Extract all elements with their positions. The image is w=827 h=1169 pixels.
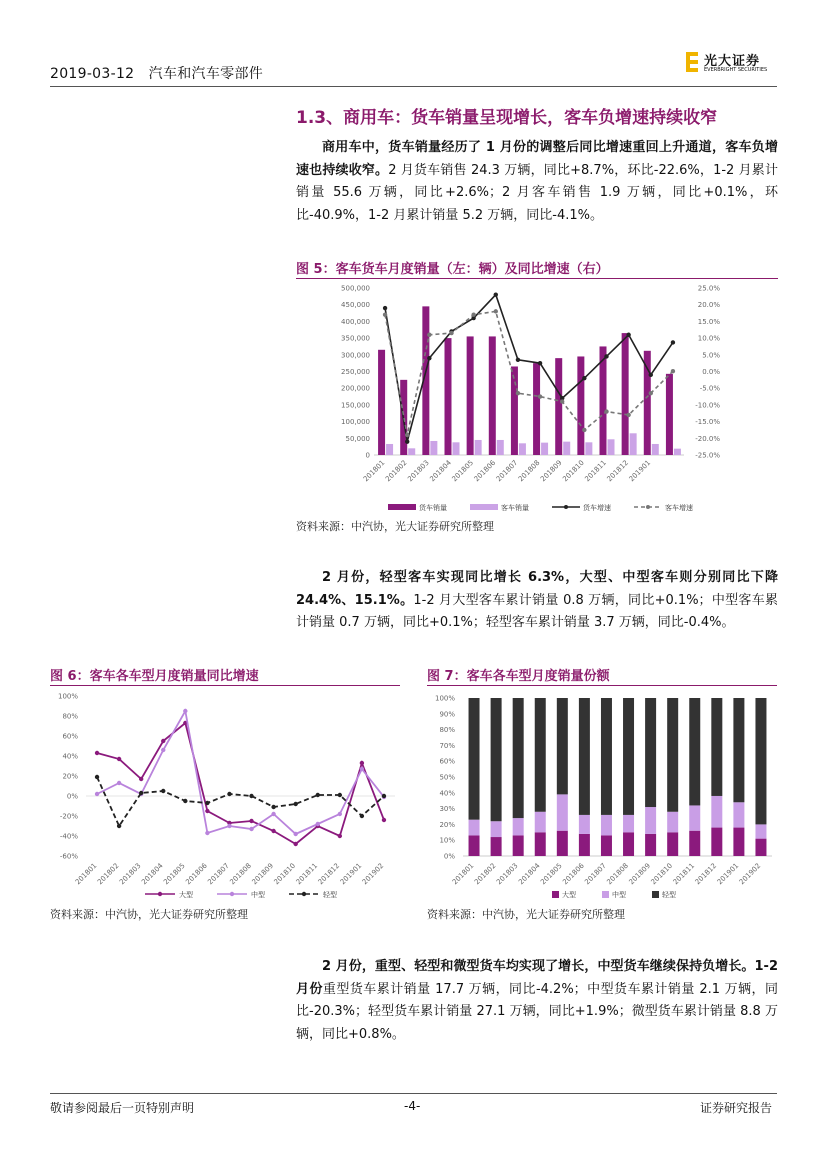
fig6-point <box>293 802 297 806</box>
fig7-bar-large <box>755 839 766 856</box>
fig6-point <box>117 781 121 785</box>
fig6-point <box>338 812 342 816</box>
paragraph-1-text: 2 月货车销售 24.3 万辆，同比+8.7%，环比-22.6%，1-2 月累计销量 55.6 万辆，同比+2.6%；2 月客车销售 1.9 万辆，同比+0.1%，环比-40.9%，1-2 月累计销量 5.2 万辆，同比-4.1%。 <box>296 162 778 223</box>
fig5-bar-truck <box>644 351 651 455</box>
fig5-bar-bus <box>674 449 681 455</box>
fig6-legend-dot <box>158 892 162 896</box>
fig7-bar-light <box>601 698 612 815</box>
fig6-point <box>139 791 143 795</box>
header-date-category <box>50 63 263 83</box>
fig7-bar-large <box>733 828 744 856</box>
fig7-x-tick: 201812 <box>693 861 719 887</box>
fig6-point <box>249 819 253 823</box>
fig5-legend-label: 货车销量 <box>419 504 447 512</box>
fig6-point <box>95 775 99 779</box>
fig7-x-tick: 201901 <box>715 861 741 887</box>
fig5-legend-dot <box>646 505 650 509</box>
paragraph-2 <box>296 567 778 635</box>
fig5-bar-truck <box>533 363 540 455</box>
fig6-source: 资料来源：中汽协，光大证券研究所整理 <box>50 908 248 921</box>
fig7-bar-large <box>579 834 590 856</box>
fig6-point <box>205 801 209 805</box>
fig5-bar-truck <box>622 333 629 455</box>
fig7-bar-medium <box>579 815 590 834</box>
fig5-point <box>538 361 542 365</box>
fig7-y-tick: 10% <box>439 836 455 845</box>
fig7-bar-medium <box>755 824 766 838</box>
fig5-x-tick: 201803 <box>406 458 431 484</box>
fig6-point <box>117 757 121 761</box>
fig7-y-tick: 90% <box>439 710 455 719</box>
fig6-point <box>338 793 342 797</box>
header-date: 2019-03-12 <box>50 66 135 82</box>
fig6-point <box>95 751 99 755</box>
fig6-y-tick: -60% <box>59 852 78 861</box>
fig7-bar-large <box>469 835 480 856</box>
fig6-point <box>139 777 143 781</box>
logo-text-cn: 光大证券 <box>704 54 761 69</box>
fig5-left-tick: 500,000 <box>341 284 370 293</box>
fig5-point <box>649 373 653 377</box>
fig7-y-tick: 20% <box>439 820 455 829</box>
fig7-chart <box>427 688 777 903</box>
fig5-legend-label: 货车增速 <box>583 504 611 512</box>
fig6-legend-label: 大型 <box>179 891 193 899</box>
fig5-bar-bus <box>608 439 615 455</box>
fig6-point <box>95 792 99 796</box>
fig5-point <box>427 333 431 337</box>
fig5-point <box>626 333 630 337</box>
fig6-legend-label: 中型 <box>251 891 265 899</box>
fig5-x-tick: 201901 <box>627 458 653 484</box>
fig5-title: 图 5：客车货车月度销量（左：辆）及同比增速（右） <box>296 262 609 277</box>
fig5-x-tick: 201804 <box>428 458 453 484</box>
fig5-bar-bus <box>497 440 504 455</box>
fig7-bar-large <box>689 831 700 856</box>
fig6-point <box>360 767 364 771</box>
company-logo <box>684 48 780 78</box>
fig7-bar-large <box>557 831 568 856</box>
fig6-legend-label: 轻型 <box>323 891 337 899</box>
fig6-x-tick: 201807 <box>206 861 231 887</box>
fig5-left-tick: 150,000 <box>341 401 370 410</box>
fig7-y-tick: 0% <box>443 852 455 861</box>
fig6-point <box>360 814 364 818</box>
fig5-point <box>427 356 431 360</box>
fig5-right-tick: -25.0% <box>695 451 720 460</box>
fig6-point <box>161 789 165 793</box>
fig6-point <box>249 827 253 831</box>
fig5-point <box>405 433 409 437</box>
fig5-right-tick: -5.0% <box>699 384 720 393</box>
fig7-bar-large <box>623 832 634 856</box>
fig5-bar-bus <box>652 444 659 455</box>
fig5-right-tick: 5.0% <box>702 351 720 360</box>
fig6-point <box>161 748 165 752</box>
fig6-x-tick: 201902 <box>360 861 386 887</box>
fig6-x-tick: 201811 <box>294 861 320 887</box>
fig5-source: 资料来源：中汽协，光大证券研究所整理 <box>296 520 494 533</box>
fig5-x-tick: 201812 <box>605 458 631 484</box>
fig7-bar-medium <box>667 812 678 833</box>
fig6-y-tick: 40% <box>62 752 78 761</box>
fig5-point <box>626 413 630 417</box>
fig7-bar-large <box>491 837 502 856</box>
fig5-point <box>671 369 675 373</box>
fig5-left-tick: 450,000 <box>341 301 370 310</box>
fig6-point <box>271 829 275 833</box>
fig6-point <box>316 822 320 826</box>
fig7-x-tick: 201809 <box>627 861 653 887</box>
fig7-y-tick: 50% <box>439 773 455 782</box>
fig7-source: 资料来源：中汽协，光大证券研究所整理 <box>427 908 625 921</box>
fig6-y-tick: 20% <box>62 772 78 781</box>
fig7-y-tick: 60% <box>439 757 455 766</box>
paragraph-2-text: 1-2 月大型客车累计销量 0.8 万辆，同比+0.1%；中型客车累计销量 0.7 万辆，同比+0.1%；轻型客车累计销量 3.7 万辆，同比-0.4%。 <box>296 592 778 630</box>
fig7-x-tick: 201808 <box>605 861 630 887</box>
fig5-bar-bus <box>541 443 548 455</box>
fig5-point <box>516 358 520 362</box>
fig6-point <box>183 799 187 803</box>
fig7-bar-light <box>579 698 590 815</box>
fig5-point <box>560 399 564 403</box>
fig7-legend-label: 中型 <box>612 891 626 899</box>
paragraph-2-bold: 2 月份，轻型客车实现同比增长 6.3%，大型、中型客车则分别同比下降 24.4%、15.1%。 <box>296 570 778 608</box>
fig5-bar-truck <box>577 356 584 455</box>
fig6-x-tick: 201802 <box>95 861 121 887</box>
fig7-y-tick: 40% <box>439 789 455 798</box>
fig7-bar-light <box>733 698 744 802</box>
fig6-point <box>382 794 386 798</box>
fig6-x-tick: 201812 <box>316 861 342 887</box>
fig6-x-tick: 201801 <box>73 861 99 887</box>
fig5-legend-label: 客车销量 <box>501 504 529 512</box>
fig6-y-tick: 80% <box>62 712 78 721</box>
paragraph-3-text: 重型货车累计销量 17.7 万辆，同比-4.2%；中型货车累计销量 2.1 万辆，同比-20.3%；轻型货车累计销量 27.1 万辆，同比+1.9%；微型货车累计销量 8.8 万辆，同比+0.8%。 <box>296 981 778 1042</box>
fig6-point <box>316 793 320 797</box>
fig6-rule <box>50 685 400 686</box>
fig6-x-tick: 201803 <box>118 861 143 887</box>
fig5-point <box>671 340 675 344</box>
fig7-bar-medium <box>491 821 502 837</box>
fig5-point <box>649 391 653 395</box>
fig5-bar-truck <box>445 338 452 455</box>
fig7-bar-light <box>513 698 524 818</box>
fig6-point <box>227 792 231 796</box>
fig5-bar-truck <box>467 336 474 455</box>
fig7-legend-label: 轻型 <box>662 891 676 899</box>
fig6-legend-dot <box>230 892 234 896</box>
fig5-point <box>449 331 453 335</box>
fig5-left-tick: 350,000 <box>341 334 370 343</box>
fig5-legend-swatch <box>388 504 416 510</box>
fig6-x-tick: 201901 <box>338 861 364 887</box>
fig5-point <box>405 439 409 443</box>
fig7-bar-medium <box>733 802 744 827</box>
fig5-legend-dot <box>564 505 568 509</box>
fig6-point <box>293 832 297 836</box>
logo-text-en: EVERBRIGHT SECURITIES <box>704 67 768 73</box>
fig5-right-tick: -20.0% <box>695 434 720 443</box>
fig7-x-tick: 201902 <box>737 861 763 887</box>
fig5-right-tick: -10.0% <box>695 401 720 410</box>
fig6-point <box>293 842 297 846</box>
fig7-bar-large <box>645 834 656 856</box>
fig7-bar-large <box>513 835 524 856</box>
fig7-bar-medium <box>601 815 612 836</box>
fig6-x-tick: 201806 <box>184 861 209 887</box>
fig6-point <box>382 818 386 822</box>
fig7-bar-light <box>623 698 634 815</box>
fig5-right-tick: 15.0% <box>697 317 720 326</box>
paragraph-1-bold: 商用车中，货车销量经历了 1 月份的调整后同比增速重回上升通道，客车负增速也持续收窄。 <box>296 140 778 178</box>
fig6-x-tick: 201810 <box>272 861 298 887</box>
fig5-bar-bus <box>453 442 460 455</box>
fig7-bar-medium <box>623 815 634 832</box>
fig5-bar-truck <box>489 336 496 455</box>
fig5-left-tick: 300,000 <box>341 351 370 360</box>
fig7-bar-large <box>711 828 722 856</box>
fig5-point <box>516 391 520 395</box>
fig7-y-tick: 30% <box>439 805 455 814</box>
fig6-y-tick: 100% <box>57 692 78 701</box>
fig5-rule <box>296 278 778 279</box>
fig7-bar-medium <box>513 818 524 835</box>
fig6-x-tick: 201805 <box>162 861 187 887</box>
fig5-left-tick: 200,000 <box>341 384 370 393</box>
fig5-right-tick: 25.0% <box>697 284 720 293</box>
fig6-point <box>117 824 121 828</box>
fig7-y-tick: 80% <box>439 726 455 735</box>
fig5-x-tick: 201807 <box>494 458 520 484</box>
footer-page-number: -4- <box>404 1099 421 1113</box>
fig7-x-tick: 201811 <box>671 861 697 887</box>
fig5-chart <box>296 280 778 515</box>
fig5-point <box>383 306 387 310</box>
paragraph-1 <box>296 137 778 227</box>
fig7-bar-light <box>667 698 678 812</box>
fig5-bar-bus <box>519 443 526 455</box>
fig6-line-large <box>97 723 384 844</box>
fig5-bar-bus <box>563 442 570 455</box>
fig7-bar-large <box>601 835 612 856</box>
fig5-bar-truck <box>555 358 562 455</box>
fig6-y-tick: 60% <box>62 732 78 741</box>
fig7-x-tick: 201810 <box>649 861 675 887</box>
fig7-bar-medium <box>711 796 722 828</box>
fig5-point <box>383 313 387 317</box>
fig5-legend-label: 客车增速 <box>665 504 693 512</box>
fig6-point <box>271 812 275 816</box>
fig7-bar-light <box>755 698 766 824</box>
fig5-bar-truck <box>378 350 385 455</box>
fig5-point <box>494 309 498 313</box>
fig6-title: 图 6：客车各车型月度销量同比增速 <box>50 669 259 684</box>
fig7-bar-light <box>645 698 656 807</box>
footer-disclaimer: 敬请参阅最后一页特别声明 <box>50 1101 195 1115</box>
fig5-point <box>471 313 475 317</box>
fig5-point <box>604 354 608 358</box>
fig5-bar-bus <box>430 441 437 455</box>
fig6-point <box>360 761 364 765</box>
fig5-point <box>582 376 586 380</box>
fig5-bar-truck <box>511 366 518 455</box>
fig5-x-tick: 201805 <box>450 458 476 484</box>
fig5-bar-bus <box>585 442 592 455</box>
fig7-bar-light <box>557 698 568 794</box>
fig6-x-tick: 201809 <box>250 861 276 887</box>
fig6-point <box>205 831 209 835</box>
fig5-bar-bus <box>475 440 482 455</box>
fig7-legend-swatch <box>652 891 659 898</box>
fig7-y-tick: 100% <box>434 694 455 703</box>
fig7-legend-label: 大型 <box>562 891 576 899</box>
fig6-point <box>205 809 209 813</box>
fig7-bar-light <box>535 698 546 812</box>
fig7-bar-medium <box>557 794 568 830</box>
fig5-left-tick: 50,000 <box>345 434 370 443</box>
fig7-x-tick: 201803 <box>495 861 520 887</box>
footer-report-type: 证券研究报告 <box>700 1101 773 1115</box>
fig5-point <box>538 394 542 398</box>
fig6-point <box>271 805 275 809</box>
fig5-x-tick: 201808 <box>516 458 542 484</box>
fig7-bar-light <box>491 698 502 821</box>
fig5-left-tick: 250,000 <box>341 368 370 376</box>
fig5-point <box>604 409 608 413</box>
fig5-right-tick: -15.0% <box>695 418 720 427</box>
fig5-bar-bus <box>630 433 637 455</box>
fig5-x-tick: 201806 <box>472 458 498 484</box>
fig7-bar-medium <box>535 812 546 833</box>
fig6-y-tick: 0% <box>66 792 78 801</box>
fig7-x-tick: 201805 <box>539 861 564 887</box>
fig7-legend-swatch <box>552 891 559 898</box>
fig5-point <box>494 292 498 296</box>
header-category: 汽车和汽车零部件 <box>148 66 264 82</box>
fig6-point <box>338 834 342 838</box>
fig5-bar-bus <box>408 448 415 455</box>
fig7-bar-light <box>689 698 700 805</box>
fig7-rule <box>427 685 777 686</box>
fig6-y-tick: -40% <box>59 832 78 841</box>
fig7-bar-medium <box>689 805 700 830</box>
fig6-chart <box>50 688 400 903</box>
fig7-x-tick: 201804 <box>517 861 542 887</box>
fig5-left-tick: 400,000 <box>341 317 370 326</box>
fig5-bar-truck <box>666 374 673 455</box>
fig7-x-tick: 201801 <box>450 861 476 887</box>
fig7-bar-light <box>711 698 722 796</box>
footer-divider <box>50 1093 777 1094</box>
fig5-x-tick: 201802 <box>384 458 409 484</box>
fig7-bar-light <box>469 698 480 820</box>
fig5-x-tick: 201810 <box>561 458 586 484</box>
fig6-y-tick: -20% <box>59 812 78 821</box>
fig5-right-tick: 0.0% <box>702 368 720 376</box>
fig5-left-tick: 100,000 <box>341 418 370 427</box>
fig7-bar-large <box>667 832 678 856</box>
fig6-x-tick: 201808 <box>228 861 253 887</box>
fig5-right-tick: 10.0% <box>697 334 720 343</box>
fig6-line-light <box>97 777 384 826</box>
fig7-x-tick: 201807 <box>583 861 608 887</box>
fig7-title: 图 7：客车各车型月度销量份额 <box>427 669 610 684</box>
fig5-bar-bus <box>386 444 393 455</box>
paragraph-3-bold: 2 月份，重型、轻型和微型货车均实现了增长，中型货车继续保持负增长。1-2 月份 <box>296 959 778 997</box>
fig5-right-tick: 20.0% <box>697 301 720 310</box>
fig6-x-tick: 201804 <box>140 861 165 887</box>
fig5-legend-swatch <box>470 504 498 510</box>
fig7-x-tick: 201802 <box>472 861 498 887</box>
fig7-bar-medium <box>469 820 480 836</box>
section-title: 1.3、商用车：货车销量呈现增长，客车负增速持续收窄 <box>296 108 718 128</box>
fig5-x-tick: 201811 <box>583 458 608 484</box>
paragraph-3 <box>296 956 778 1046</box>
fig6-point <box>249 794 253 798</box>
fig6-point <box>161 739 165 743</box>
header-divider <box>50 86 777 87</box>
fig7-x-tick: 201806 <box>561 861 586 887</box>
fig7-bar-large <box>535 832 546 856</box>
fig5-x-tick: 201809 <box>539 458 564 484</box>
fig6-point <box>183 709 187 713</box>
fig5-x-tick: 201801 <box>361 458 387 484</box>
fig7-legend-swatch <box>602 891 609 898</box>
fig7-y-tick: 70% <box>439 741 455 750</box>
fig7-bar-medium <box>645 807 656 834</box>
fig6-point <box>227 824 231 828</box>
fig5-left-tick: 0 <box>365 451 370 460</box>
fig6-legend-dot <box>302 892 306 896</box>
fig5-point <box>582 428 586 432</box>
